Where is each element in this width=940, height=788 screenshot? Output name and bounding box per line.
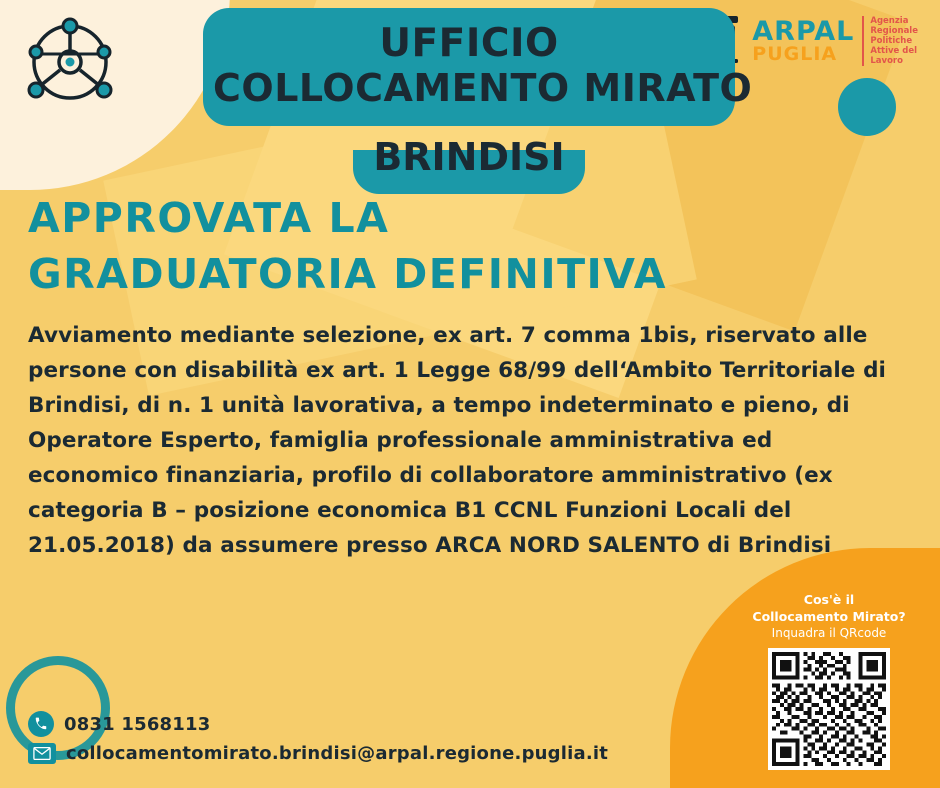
email-row (28, 743, 608, 764)
headline-line-2: GRADUATORIA DEFINITIVA (28, 250, 667, 298)
arpal-logo (706, 14, 918, 68)
phone-number: 0831 1568113 (64, 713, 211, 735)
headline-line-1: APPROVATA LA (28, 194, 390, 242)
qr-caption-line-1: Cos'è il (803, 592, 855, 607)
network-logo-icon (22, 14, 118, 110)
qr-caption-line-3: Inquadra il QRcode (771, 626, 887, 640)
contact-block (28, 711, 608, 770)
arpal-tagline (862, 16, 918, 66)
decorative-teal-dot (838, 78, 896, 136)
arpal-tagline-line-3: Politiche (870, 36, 913, 46)
arpal-tagline-line-2: Regionale (870, 26, 918, 36)
title-badge (203, 8, 753, 126)
qr-code-icon[interactable] (768, 648, 890, 770)
arpal-tagline-line-4: Attive del (870, 46, 918, 56)
title-line-2: COLLOCAMENTO MIRATO (213, 66, 753, 110)
title-line-3: BRINDISI (373, 135, 565, 179)
phone-row (28, 711, 608, 737)
headline (28, 190, 908, 302)
qr-section (744, 591, 914, 770)
qr-caption-line-2: Collocamento Mirato? (752, 609, 906, 624)
title-line-1: UFFICIO (379, 21, 559, 66)
envelope-icon (28, 743, 56, 764)
arpal-name: ARPAL (752, 16, 855, 47)
arpal-region: PUGLIA (752, 43, 838, 65)
email-address: collocamentomirato.brindisi@arpal.regione.puglia.it (66, 743, 609, 764)
body-paragraph: Avviamento mediante selezione, ex art. 7 comma 1bis, riservato alle persone con disabilità ex art. 1 Legge 68/99 dell‘Ambito Territoriale di Brindisi, di n. 1 unità lavorativa, a tempo indeterminato e pieno, di Operatore Esperto, famiglia professionale amministrativa ed economico finanziaria, profilo di collaboratore amministrativo (ex categoria B – posizione economica B1 CCNL Funzioni Locali del 21.05.2018) da assumere presso ARCA NORD SALENTO di Brindisi (28, 323, 887, 558)
arpal-tagline-line-5: Lavoro (870, 56, 903, 66)
phone-icon (28, 711, 54, 737)
qr-caption (744, 591, 914, 642)
arpal-tagline-line-1: Agenzia (870, 16, 909, 26)
